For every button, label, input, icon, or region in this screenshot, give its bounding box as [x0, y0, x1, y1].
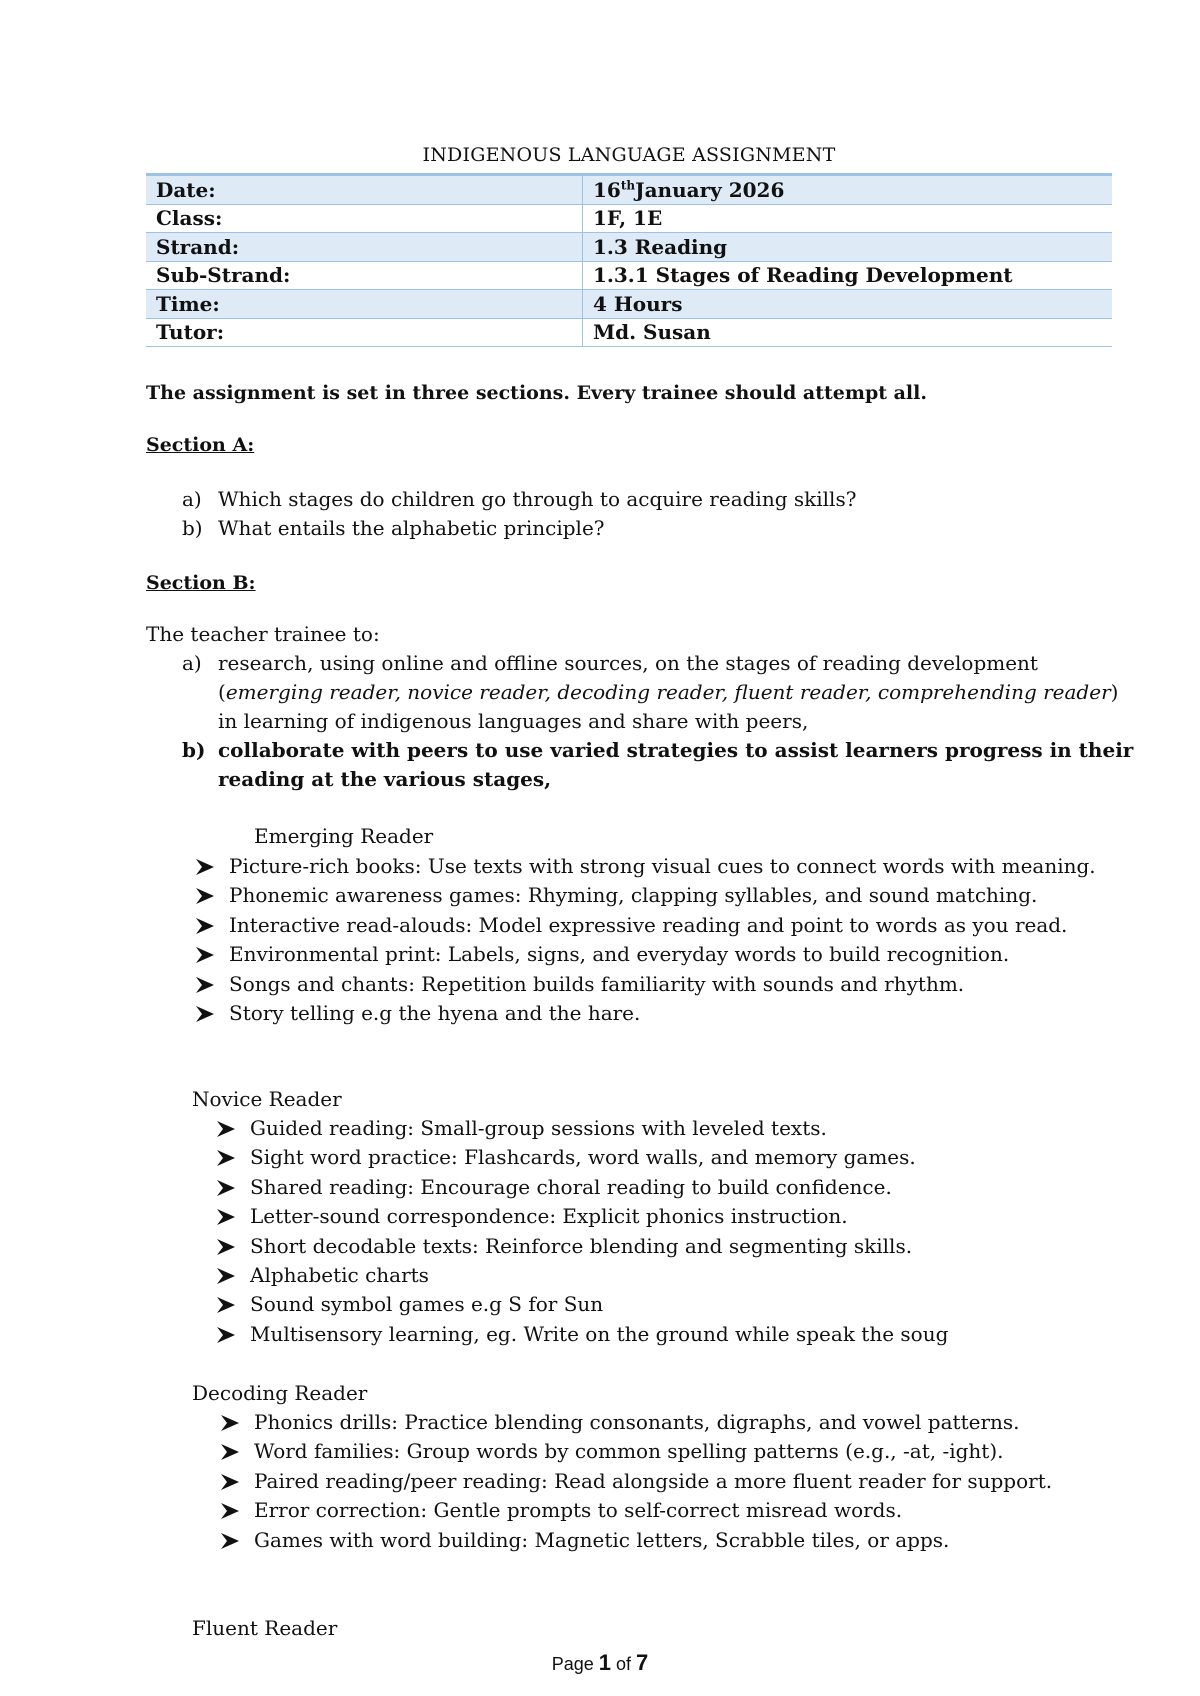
- info-row-substrand: [146, 261, 1112, 290]
- question-b: b) What entails the alphabetic principle?: [182, 516, 605, 540]
- decoding-reader-list: [220, 1408, 1052, 1555]
- list-item: Word families: Group words by common spelling patterns (e.g., -at, -ight).: [220, 1437, 1052, 1466]
- tutor-label: Tutor:: [146, 318, 583, 347]
- list-item: Shared reading: Encourage choral reading to build confidence.: [216, 1173, 948, 1202]
- date-label: Date:: [146, 175, 583, 205]
- list-item: Error correction: Gentle prompts to self-correct misread words.: [220, 1496, 1052, 1525]
- info-row-time: [146, 290, 1112, 319]
- arrow-bullet-icon: [195, 917, 215, 935]
- arrow-bullet-icon: [195, 946, 215, 964]
- class-value: 1F, 1E: [583, 204, 1113, 233]
- fluent-reader-heading: Fluent Reader: [192, 1616, 338, 1640]
- novice-reader-heading: Novice Reader: [192, 1087, 342, 1111]
- emerging-reader-heading: Emerging Reader: [254, 824, 434, 848]
- substrand-value: 1.3.1 Stages of Reading Development: [583, 261, 1113, 290]
- list-item: Phonemic awareness games: Rhyming, clapping syllables, and sound matching.: [195, 881, 1096, 910]
- info-row-strand: [146, 233, 1112, 262]
- section-a-questions: [146, 485, 1126, 543]
- arrow-bullet-icon: [216, 1179, 236, 1197]
- list-item: Paired reading/peer reading: Read alongside a more fluent reader for support.: [220, 1467, 1052, 1496]
- arrow-bullet-icon: [216, 1267, 236, 1285]
- current-page-number: 1: [598, 1650, 611, 1675]
- arrow-bullet-icon: [195, 858, 215, 876]
- page-number-footer: Page 1 of 7: [551, 1650, 649, 1675]
- date-value: 16thJanuary 2026: [583, 175, 1113, 205]
- list-item: Story telling e.g the hyena and the hare.: [195, 999, 1096, 1028]
- list-item: Phonics drills: Practice blending consonants, digraphs, and vowel patterns.: [220, 1408, 1052, 1437]
- total-page-count: 7: [636, 1650, 649, 1675]
- list-item: Alphabetic charts: [216, 1261, 948, 1290]
- arrow-bullet-icon: [220, 1414, 240, 1432]
- strand-value: 1.3 Reading: [583, 233, 1113, 262]
- list-item: Picture-rich books: Use texts with strong visual cues to connect words with meaning.: [195, 852, 1096, 881]
- section-b-tasks: [146, 649, 1136, 794]
- list-item: Games with word building: Magnetic letters, Scrabble tiles, or apps.: [220, 1526, 1052, 1555]
- tutor-value: Md. Susan: [583, 318, 1113, 347]
- time-label: Time:: [146, 290, 583, 319]
- list-item: Sound symbol games e.g S for Sun: [216, 1290, 948, 1319]
- question-a: a) Which stages do children go through to acquire reading skills?: [182, 487, 857, 511]
- list-item: Sight word practice: Flashcards, word walls, and memory games.: [216, 1143, 948, 1172]
- assignment-intro: The assignment is set in three sections. Every trainee should attempt all.: [146, 382, 927, 404]
- info-row-tutor: [146, 318, 1112, 347]
- info-row-date: [146, 175, 1112, 205]
- decoding-reader-heading: Decoding Reader: [192, 1381, 368, 1405]
- arrow-bullet-icon: [216, 1238, 236, 1256]
- task-b: b) collaborate with peers to use varied strategies to assist learners progress in their reading at the various stages,: [182, 738, 1134, 791]
- arrow-bullet-icon: [195, 887, 215, 905]
- substrand-label: Sub-Strand:: [146, 261, 583, 290]
- assignment-info-table: [146, 173, 1112, 347]
- arrow-bullet-icon: [216, 1326, 236, 1344]
- arrow-bullet-icon: [195, 976, 215, 994]
- section-b-lead: The teacher trainee to:: [146, 622, 380, 646]
- arrow-bullet-icon: [220, 1443, 240, 1461]
- arrow-bullet-icon: [216, 1208, 236, 1226]
- arrow-bullet-icon: [220, 1502, 240, 1520]
- list-item: Environmental print: Labels, signs, and everyday words to build recognition.: [195, 940, 1096, 969]
- class-label: Class:: [146, 204, 583, 233]
- time-value: 4 Hours: [583, 290, 1113, 319]
- arrow-bullet-icon: [220, 1532, 240, 1550]
- info-row-class: [146, 204, 1112, 233]
- arrow-bullet-icon: [220, 1473, 240, 1491]
- strand-label: Strand:: [146, 233, 583, 262]
- list-item: Interactive read-alouds: Model expressive reading and point to words as you read.: [195, 911, 1096, 940]
- list-item: Multisensory learning, eg. Write on the ground while speak the soug: [216, 1320, 948, 1349]
- list-item: Songs and chants: Repetition builds familiarity with sounds and rhythm.: [195, 970, 1096, 999]
- list-item: Short decodable texts: Reinforce blending and segmenting skills.: [216, 1232, 948, 1261]
- arrow-bullet-icon: [216, 1296, 236, 1314]
- document-title: INDIGENOUS LANGUAGE ASSIGNMENT: [422, 144, 836, 166]
- list-item: Letter-sound correspondence: Explicit phonics instruction.: [216, 1202, 948, 1231]
- arrow-bullet-icon: [195, 1005, 215, 1023]
- list-item: Guided reading: Small-group sessions with leveled texts.: [216, 1114, 948, 1143]
- task-a: a) research, using online and offline sources, on the stages of reading development (emerging reader, novice reader, decoding reader, fluent reader, comprehending reader) in learning of indigenous languages and share with peers,: [182, 651, 1119, 733]
- section-b-heading: Section B:: [146, 572, 256, 594]
- novice-reader-list: [216, 1114, 948, 1349]
- emerging-reader-list: [195, 852, 1096, 1028]
- section-a-heading: Section A:: [146, 434, 255, 456]
- arrow-bullet-icon: [216, 1149, 236, 1167]
- arrow-bullet-icon: [216, 1120, 236, 1138]
